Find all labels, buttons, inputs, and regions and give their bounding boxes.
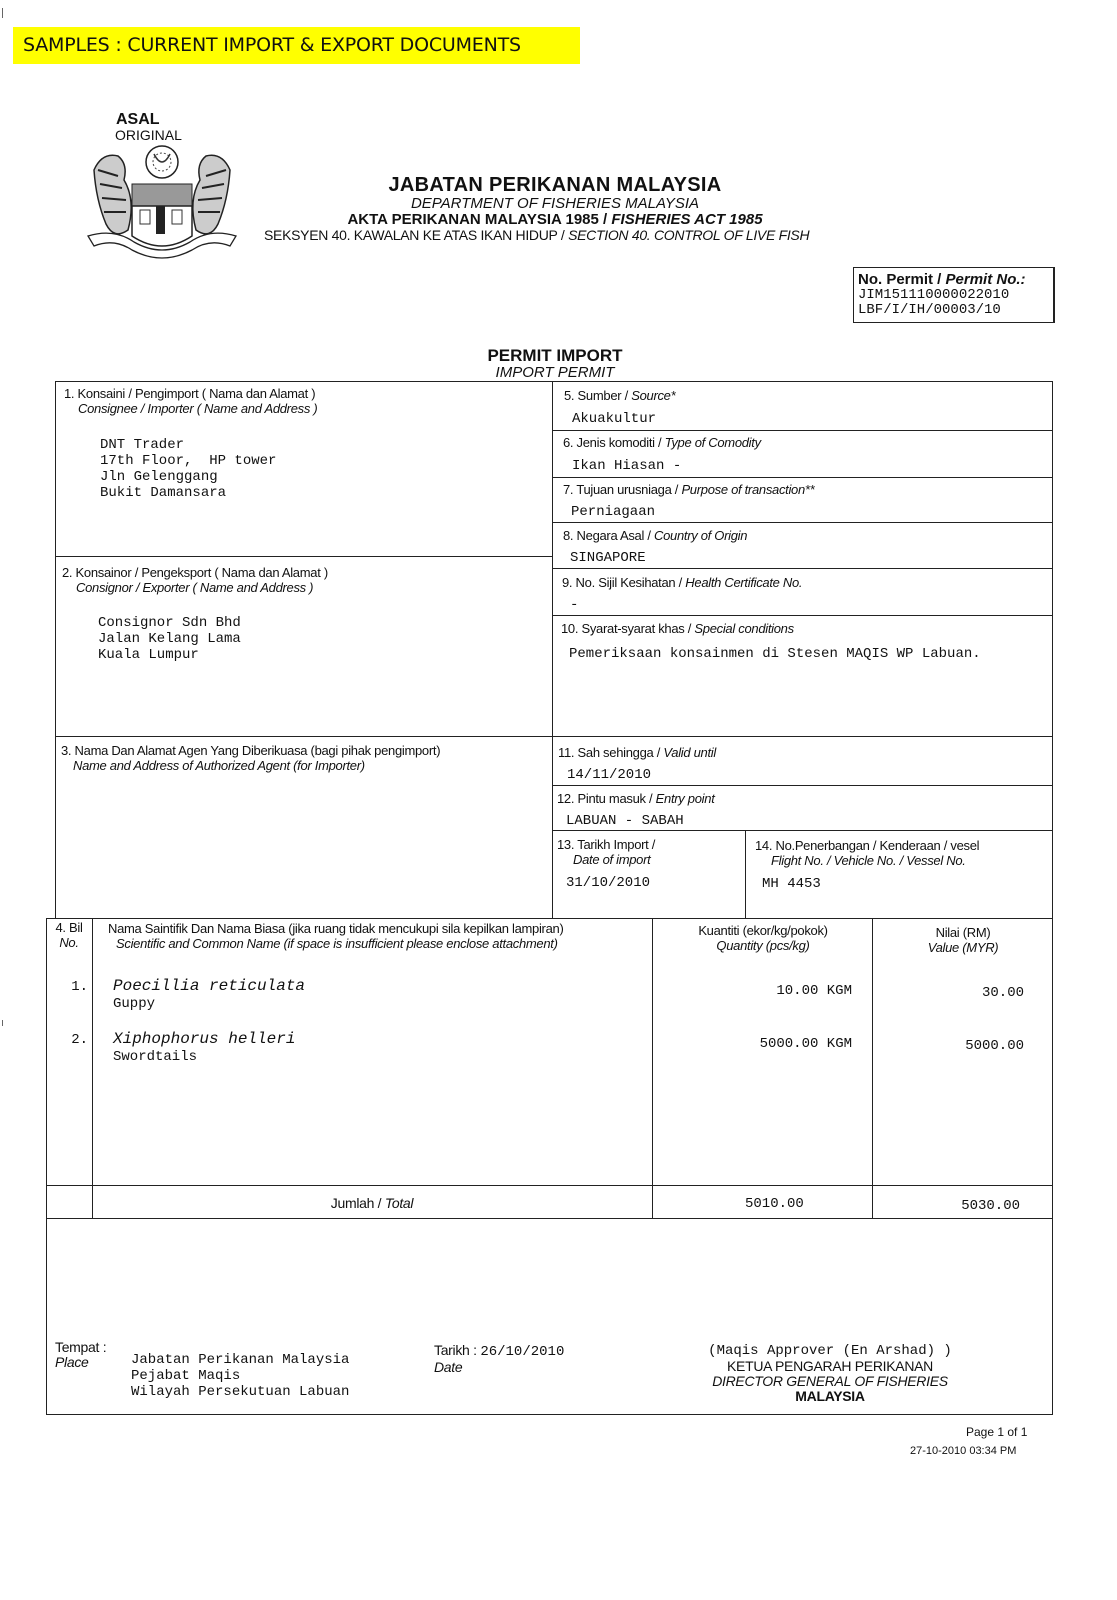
coat-of-arms-logo [84, 140, 240, 268]
print-timestamp: 27-10-2010 03:34 PM [910, 1445, 1017, 1457]
divider [46, 918, 1053, 919]
consignee-label-en: Consignee / Importer ( Name and Address ) [78, 401, 318, 416]
import-date-section: 13. Tarikh Import / Date of import [557, 837, 656, 867]
signatory-country: MALAYSIA [795, 1388, 865, 1404]
divider [55, 736, 1053, 737]
col-header-value: Nilai (RM) Value (MYR) [927, 925, 999, 955]
quantity-value: 10.00 KGM [776, 983, 852, 999]
health-cert-value: - [570, 597, 579, 613]
divider [552, 830, 1052, 831]
signatory-title: KETUA PENGARAH PERIKANAN [727, 1358, 933, 1374]
divider [55, 381, 56, 918]
divider [652, 918, 653, 1218]
agency-name-en: DEPARTMENT OF FISHERIES MALAYSIA [410, 195, 700, 212]
permit-number-reference: LBF/I/IH/00003/10 [858, 302, 1001, 318]
common-name: Guppy [113, 996, 156, 1012]
place-value: Jabatan Perikanan Malaysia Pejabat Maqis Wilayah Persekutuan Labuan [131, 1352, 350, 1400]
approver-name: (Maqis Approver (En Arshad) ) [708, 1343, 952, 1359]
signatory-title-en: DIRECTOR GENERAL OF FISHERIES [712, 1373, 948, 1389]
copy-label-en: ORIGINAL [115, 127, 182, 143]
row-number: 2. [71, 1032, 88, 1048]
divider [55, 556, 553, 557]
agent-label-en: Name and Address of Authorized Agent (for Importer) [73, 758, 365, 773]
divider [552, 615, 1052, 616]
copy-label: ASAL [116, 111, 160, 128]
flight-no-section: 14. No.Penerbangan / Kenderaan / vesel Flight No. / Vehicle No. / Vessel No. [755, 838, 980, 868]
row-number: 1. [71, 979, 88, 995]
divider [552, 568, 1052, 569]
consignor-label-en: Consignor / Exporter ( Name and Address ) [76, 580, 314, 595]
scan-mark [2, 1020, 3, 1026]
divider [92, 918, 93, 1218]
divider [46, 1185, 1053, 1186]
agent-section [61, 743, 440, 773]
signatory-block [680, 1343, 980, 1404]
divider [1052, 381, 1053, 918]
item-value: 30.00 [981, 985, 1024, 1001]
origin-label: 8. Negara Asal / Country of Origin [563, 528, 748, 543]
entry-point-value: LABUAN - SABAH [566, 813, 684, 829]
valid-until-value: 14/11/2010 [567, 767, 652, 783]
scientific-name: Poecillia reticulata [113, 977, 306, 995]
permit-number-primary: JIM151110000022010 [858, 287, 1010, 303]
scientific-name: Xiphophorus helleri [113, 1030, 296, 1048]
import-date-value: 31/10/2010 [566, 875, 651, 891]
scan-mark [2, 8, 3, 18]
commodity-label: 6. Jenis komoditi / Type of Comodity [563, 435, 761, 450]
divider [46, 918, 47, 1415]
divider [745, 830, 746, 918]
issue-date: Tarikh : 26/10/2010 Date [434, 1342, 565, 1375]
consignor-label: 2. Konsainor / Pengeksport ( Nama dan Alamat ) [62, 565, 328, 580]
divider [552, 430, 1052, 431]
flight-no-value: MH 4453 [762, 876, 821, 892]
item-value: 5000.00 [965, 1038, 1024, 1054]
agency-name: JABATAN PERIKANAN MALAYSIA [388, 174, 722, 196]
col-header-no: 4. Bil No. [55, 920, 83, 950]
consignee-section [64, 386, 317, 416]
divider [46, 1414, 1053, 1415]
consignee-address: DNT Trader 17th Floor, HP tower Jln Gelenggang Bukit Damansara [100, 437, 277, 501]
form-title: PERMIT IMPORT [487, 346, 623, 365]
place-label: Tempat : Place [55, 1339, 107, 1370]
divider [552, 477, 1052, 478]
col-header-quantity: Kuantiti (ekor/kg/pokok) Quantity (pcs/kg) [698, 923, 828, 953]
conditions-value: Pemeriksaan konsainmen di Stesen MAQIS WP Labuan. [569, 646, 981, 662]
quantity-value: 5000.00 KGM [759, 1036, 852, 1052]
permit-number-box [853, 267, 1055, 323]
origin-value: SINGAPORE [570, 550, 646, 566]
page-number: Page 1 of 1 [966, 1425, 1028, 1439]
consignor-section [62, 565, 328, 595]
divider [552, 522, 1052, 523]
permit-number-label: No. Permit / Permit No.: [858, 271, 1026, 288]
consignee-label: 1. Konsaini / Pengimport ( Nama dan Alamat ) [64, 386, 316, 401]
col-header-name: Nama Saintifik Dan Nama Biasa (jika ruang tidak mencukupi sila kepilkan lampiran) Scientific and Common Name (if space is insufficient please enclose attachment) [108, 921, 564, 951]
total-quantity: 5010.00 [745, 1196, 804, 1212]
divider [1052, 918, 1053, 1415]
entry-point-label: 12. Pintu masuk / Entry point [557, 791, 715, 806]
health-cert-label: 9. No. Sijil Kesihatan / Health Certificate No. [562, 575, 803, 590]
conditions-label: 10. Syarat-syarat khas / Special conditions [561, 621, 794, 636]
purpose-value: Perniagaan [571, 504, 656, 520]
divider [872, 918, 873, 1218]
total-value: 5030.00 [961, 1198, 1020, 1214]
divider [55, 381, 1053, 382]
agent-label: 3. Nama Dan Alamat Agen Yang Diberikuasa (bagi pihak pengimport) [61, 743, 441, 758]
samples-banner: SAMPLES : CURRENT IMPORT & EXPORT DOCUMENTS [13, 27, 580, 64]
section-title: SEKSYEN 40. KAWALAN KE ATAS IKAN HIDUP / SECTION 40. CONTROL OF LIVE FISH [264, 227, 810, 243]
divider [46, 1218, 1053, 1219]
commodity-value: Ikan Hiasan - [572, 458, 682, 474]
purpose-label: 7. Tujuan urusniaga / Purpose of transaction** [563, 482, 815, 497]
valid-until-label: 11. Sah sehingga / Valid until [558, 745, 716, 760]
form-title-en: IMPORT PERMIT [495, 364, 615, 381]
total-label: Jumlah / Total [330, 1195, 414, 1211]
divider [552, 785, 1052, 786]
common-name: Swordtails [113, 1049, 198, 1065]
divider [552, 381, 553, 918]
source-value: Akuakultur [572, 411, 657, 427]
act-title: AKTA PERIKANAN MALAYSIA 1985 / FISHERIES ACT 1985 [347, 211, 763, 228]
source-label: 5. Sumber / Source* [564, 388, 676, 403]
consignor-address: Consignor Sdn Bhd Jalan Kelang Lama Kuala Lumpur [98, 615, 241, 663]
